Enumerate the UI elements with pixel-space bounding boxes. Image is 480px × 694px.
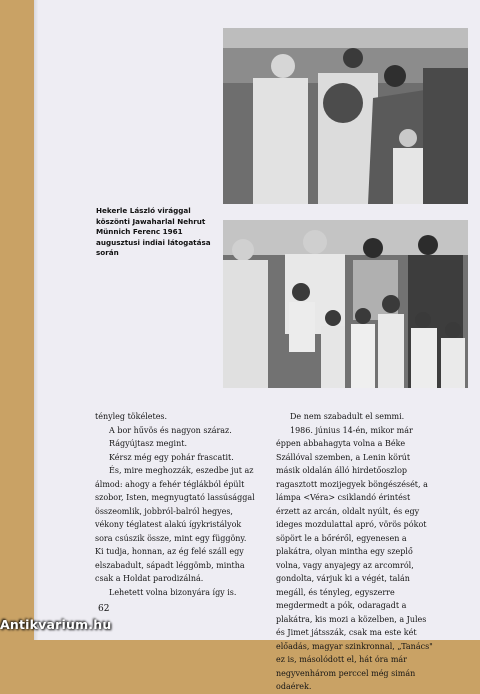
paragraph: De nem szabadult el semmi. (290, 412, 405, 421)
text-column-left (95, 410, 257, 599)
book-page (38, 0, 480, 691)
paragraph: A bor hűvös és nagyon száraz. (109, 425, 232, 435)
paragraph: És, mire meghozzák, eszedbe jut az álmod: ahogy a fehér téglákból épült szobor, Isten, megnyugtató lassúsággal összeomlik, jobbról-balról hegyes, vékony téglatest alakú ígykristályok sora csúszik össze, mint egy függöny. Ki tudja, honnan, az ég felé száll egy elszabadult, sápadt léggömb, mintha csak a Holdat parodizálná. (95, 466, 255, 583)
paragraph: Kérsz még egy pohár frascatit. (109, 452, 234, 462)
paragraph: Lehetett volna bizonyára így is. (109, 587, 237, 597)
photo-children-group (223, 220, 468, 388)
photo-caption: Hekerle László virággal köszönti Jawaharlal Nehrut Münnich Ferenc 1961 augusztusi indiai látogatása során (96, 206, 211, 257)
page-number: 62 (98, 604, 110, 614)
watermark: Antikvarium.hu (0, 617, 112, 632)
text-column-right (276, 410, 436, 694)
paragraph: Rágyújtasz megint. (109, 439, 188, 448)
photo-nehru-flowers (223, 28, 468, 204)
paragraph: tényleg tökéletes. (95, 412, 168, 421)
paragraph: 1986. június 14-én, mikor már éppen abbahagyta volna a Béke Szállóval szemben, a Lenin körút másik oldalán álló hirdetőoszlop ragasztott mozijegyek böngészését, a lámpa <Véra> csiklandó érintést érzett az arcán, oldalt nyúlt, és egy ideges mozdulattal apró, vörös pókot söpört le a bőréről, egyenesen a plakátra, olyan mintha egy szeplő volna, vagy anyajegy az arcomról, gondolta, várjuk ki a végét, talán megáll, és tényleg, egyszerre megdermedt a pók, odaragadt a plakátra, kis mozi a közelben, a Jules és Jimet játsszák, csak ma este két előadás, magyar szinkronnal, „Tanács" ez is, másolódott el, hát óra már negyvenhárom perccel még simán odaérek. (276, 425, 433, 691)
